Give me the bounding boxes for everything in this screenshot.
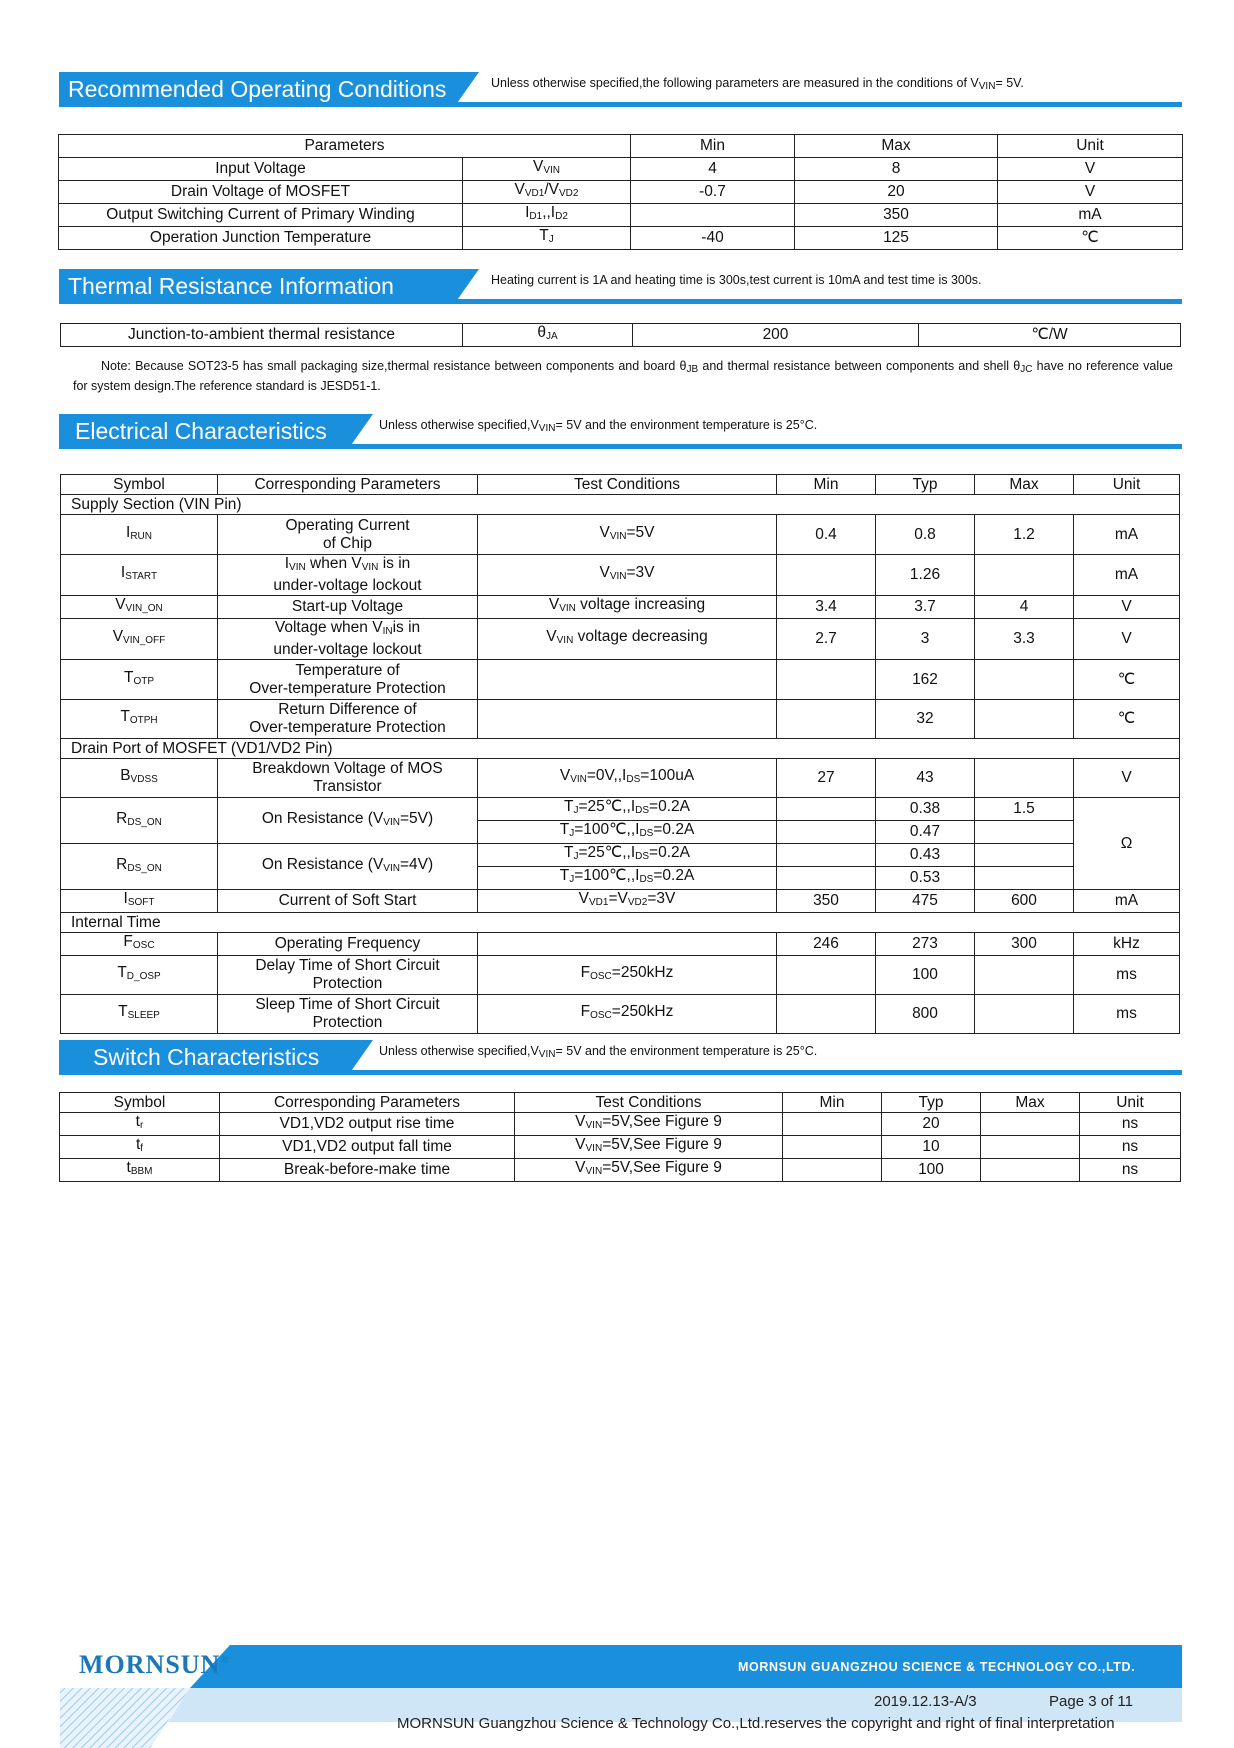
typ-cell: 273: [876, 933, 975, 956]
param-cell: Sleep Time of Short Circuit Protection: [218, 995, 478, 1034]
symbol-cell: $t_f$: [60, 1136, 220, 1159]
header-cell: Parameters: [59, 135, 631, 158]
unit-cell: V: [998, 158, 1183, 181]
switch-title: Switch Characteristics: [59, 1040, 349, 1074]
unit-cell: ℃: [1074, 700, 1180, 739]
header-cell: Corresponding Parameters: [220, 1093, 515, 1113]
min-cell: 0.4: [777, 515, 876, 555]
cond-cell: [478, 660, 777, 700]
footer-revision: 2019.12.13-A/3: [874, 1693, 977, 1710]
symbol-cell: $T_{OTPH}$: [61, 700, 218, 739]
unit-cell: ms: [1074, 956, 1180, 995]
cond-cell: $V_{VIN}=3V$: [478, 555, 777, 596]
symbol-cell: $I_{D1},,I_{D2}$: [463, 204, 631, 227]
min-cell: 3.4: [777, 596, 876, 619]
typ-cell: 0.47: [876, 821, 975, 844]
header-cell: Unit: [1080, 1093, 1181, 1113]
typ-cell: 3: [876, 619, 975, 660]
footer-company-caps: MORNSUN GUANGZHOU SCIENCE & TECHNOLOGY CO.,LTD.: [738, 1660, 1136, 1674]
param-cell: VD1,VD2 output fall time: [220, 1136, 515, 1159]
footer-copyright: MORNSUN Guangzhou Science & Technology Co.,Ltd.reserves the copyright and right of final interpretation: [397, 1715, 1115, 1732]
param-cell: Current of Soft Start: [218, 890, 478, 913]
symbol-cell: $t_{BBM}$: [60, 1159, 220, 1182]
symbol-cell: $T_{D\_OSP}$: [61, 956, 218, 995]
unit-cell: ns: [1080, 1113, 1181, 1136]
min-cell: -0.7: [631, 181, 795, 204]
unit-cell: ℃: [998, 227, 1183, 250]
table-row: [61, 933, 1180, 956]
max-cell: 1.5: [975, 798, 1074, 821]
max-cell: [975, 995, 1074, 1034]
typ-cell: 162: [876, 660, 975, 700]
section-label: Drain Port of MOSFET (VD1/VD2 Pin): [61, 739, 1180, 759]
typ-cell: 10: [882, 1136, 981, 1159]
symbol-cell: $V_{VIN}$: [463, 158, 631, 181]
max-cell: 125: [795, 227, 998, 250]
section-row: [61, 495, 1180, 515]
max-cell: 20: [795, 181, 998, 204]
switch-rule: [59, 1070, 1182, 1075]
switch-table: [59, 1092, 1181, 1182]
roc-rule: [59, 102, 1182, 107]
unit-cell: V: [1074, 619, 1180, 660]
symbol-cell: $I_{RUN}$: [61, 515, 218, 555]
max-cell: [981, 1159, 1080, 1182]
symbol-cell: $V_{VIN\_ON}$: [61, 596, 218, 619]
typ-cell: 3.7: [876, 596, 975, 619]
table-row: [59, 204, 1183, 227]
typ-cell: 475: [876, 890, 975, 913]
typ-cell: 20: [882, 1113, 981, 1136]
max-cell: [975, 660, 1074, 700]
symbol-cell: $t_r$: [60, 1113, 220, 1136]
table-row: [61, 700, 1180, 739]
param-cell: Drain Voltage of MOSFET: [59, 181, 463, 204]
table-row: [61, 844, 1180, 867]
cond-cell: $V_{VIN}=0V,,I_{DS}=100uA$: [478, 759, 777, 798]
param-cell: Output Switching Current of Primary Winding: [59, 204, 463, 227]
table-row: [61, 759, 1180, 798]
header-cell: Corresponding Parameters: [218, 475, 478, 495]
table-row: [59, 158, 1183, 181]
mornsun-logo: MORNSUN®: [79, 1650, 230, 1679]
cond-cell: $V_{VIN}$ voltage decreasing: [478, 619, 777, 660]
cond-cell: $V_{VIN}=5V,See$ Figure 9: [515, 1159, 783, 1182]
unit-cell: V: [998, 181, 1183, 204]
min-cell: [777, 798, 876, 821]
header-cell: Symbol: [61, 475, 218, 495]
unit-cell: ns: [1080, 1136, 1181, 1159]
elec-title: Electrical Characteristics: [59, 414, 349, 448]
elec-rule: [59, 444, 1182, 449]
table-row: [60, 1159, 1181, 1182]
param-cell: Operating Current of Chip: [218, 515, 478, 555]
table-row: [59, 181, 1183, 204]
header-cell: Min: [631, 135, 795, 158]
max-cell: [975, 844, 1074, 867]
symbol-cell: $I_{START}$: [61, 555, 218, 596]
param-cell: Junction-to-ambient thermal resistance: [61, 324, 463, 347]
min-cell: -40: [631, 227, 795, 250]
cond-cell: $V_{VIN}=5V,See$ Figure 9: [515, 1113, 783, 1136]
cond-cell: $V_{VIN}=5V,See$ Figure 9: [515, 1136, 783, 1159]
table-header-row: [61, 475, 1180, 495]
cond-cell: [478, 933, 777, 956]
min-cell: [777, 867, 876, 890]
typ-cell: 0.53: [876, 867, 975, 890]
elec-note: Unless otherwise $specified,V_{VIN}= 5V$ and the environment temperature is 25°C.: [379, 418, 818, 434]
elec-table: [60, 474, 1180, 1034]
symbol-cell: $F_{OSC}$: [61, 933, 218, 956]
unit-cell: Ω: [1074, 798, 1180, 890]
cond-cell: $V_{VIN}$ voltage increasing: [478, 596, 777, 619]
max-cell: [975, 555, 1074, 596]
max-cell: [975, 867, 1074, 890]
roc-table: [58, 134, 1183, 250]
unit-cell: mA: [1074, 890, 1180, 913]
table-row: [61, 660, 1180, 700]
max-cell: [981, 1113, 1080, 1136]
min-cell: [783, 1159, 882, 1182]
unit-cell: mA: [1074, 555, 1180, 596]
min-cell: 2.7: [777, 619, 876, 660]
typ-cell: 0.8: [876, 515, 975, 555]
max-cell: 8: [795, 158, 998, 181]
switch-note: Unless otherwise $specified,V_{VIN}= 5V$ and the environment temperature is 25°C.: [379, 1044, 818, 1060]
typ-cell: 800: [876, 995, 975, 1034]
symbol-cell: $R_{DS\_ON}$: [61, 844, 218, 890]
table-row: [59, 227, 1183, 250]
cond-cell: [478, 700, 777, 739]
header-cell: Min: [783, 1093, 882, 1113]
param-cell: On Resistance $(V_{VIN}=4V)$: [218, 844, 478, 890]
cond-cell: $F_{OSC}=250kHz$: [478, 956, 777, 995]
typ-cell: 100: [876, 956, 975, 995]
unit-cell: ns: [1080, 1159, 1181, 1182]
cond-cell: $V_{VIN}=5V$: [478, 515, 777, 555]
max-cell: [975, 821, 1074, 844]
min-cell: [783, 1113, 882, 1136]
thermal-rule: [59, 299, 1182, 304]
footer: [0, 1608, 1234, 1748]
min-cell: [777, 660, 876, 700]
symbol-cell: $I_{SOFT}$: [61, 890, 218, 913]
table-row: [61, 555, 1180, 596]
symbol-cell: $\theta_{JA}$: [463, 324, 633, 347]
cond-cell: $T_J=100℃,,I_{DS}=0.2A$: [478, 867, 777, 890]
header-cell: Max: [795, 135, 998, 158]
min-cell: [777, 555, 876, 596]
thermal-table: [60, 323, 1181, 347]
table-row: [61, 890, 1180, 913]
table-row: [61, 956, 1180, 995]
section-row: [61, 913, 1180, 933]
typ-cell: 0.38: [876, 798, 975, 821]
thermal-footnote: Note: Because SOT23-5 has small packaging size,thermal resistance between components and board $\theta_{JB}$ and thermal resistance between components and shell $\theta_{JC}$ have no reference value for system design.The reference standard is JESD51-1.: [73, 359, 1173, 393]
min-cell: 246: [777, 933, 876, 956]
symbol-cell: $V_{VIN\_OFF}$: [61, 619, 218, 660]
param-cell: VD1,VD2 output rise time: [220, 1113, 515, 1136]
table-row: [61, 515, 1180, 555]
symbol-cell: $R_{DS\_ON}$: [61, 798, 218, 844]
min-cell: 27: [777, 759, 876, 798]
param-cell: $I_{VIN}$ when $V_{VIN}$ is in under-voltage lockout: [218, 555, 478, 596]
table-header-row: [60, 1093, 1181, 1113]
symbol-cell: $T_{OTP}$: [61, 660, 218, 700]
section-label: Internal Time: [61, 913, 1180, 933]
table-row: [61, 324, 1181, 347]
param-cell: Input Voltage: [59, 158, 463, 181]
elec-section-header: [59, 414, 1182, 448]
unit-cell: ℃: [1074, 660, 1180, 700]
table-header-row: [59, 135, 1183, 158]
max-cell: 350: [795, 204, 998, 227]
roc-note: Unless otherwise specified,the following parameters are measured in the conditions of $V_{VIN}= 5V$.: [491, 76, 1024, 92]
header-cell: Symbol: [60, 1093, 220, 1113]
symbol-cell: $V_{VD1}/V_{VD2}$: [463, 181, 631, 204]
max-cell: [975, 759, 1074, 798]
max-cell: 300: [975, 933, 1074, 956]
cond-cell: $F_{OSC}=250kHz$: [478, 995, 777, 1034]
header-cell: Unit: [998, 135, 1183, 158]
param-cell: Voltage when $V_{IN}is$ in under-voltage lockout: [218, 619, 478, 660]
section-row: [61, 739, 1180, 759]
unit-cell: V: [1074, 596, 1180, 619]
max-cell: [975, 700, 1074, 739]
min-cell: [777, 700, 876, 739]
unit-cell: mA: [1074, 515, 1180, 555]
header-cell: Test Conditions: [478, 475, 777, 495]
table-row: [60, 1113, 1181, 1136]
table-row: [61, 798, 1180, 821]
param-cell: Start-up Voltage: [218, 596, 478, 619]
table-row: [61, 995, 1180, 1034]
roc-title: Recommended Operating Conditions: [59, 72, 455, 106]
param-cell: Delay Time of Short Circuit Protection: [218, 956, 478, 995]
max-cell: 3.3: [975, 619, 1074, 660]
thermal-note: Heating current is 1A and heating time is 300s,test current is 10mA and test time is 300s.: [491, 273, 982, 287]
value-cell: 200: [633, 324, 919, 347]
cond-cell: $T_J=25℃,,I_{DS}=0.2A$: [478, 844, 777, 867]
unit-cell: ms: [1074, 995, 1180, 1034]
table-row: [60, 1136, 1181, 1159]
unit-cell: ℃/W: [919, 324, 1181, 347]
min-cell: 350: [777, 890, 876, 913]
param-cell: Breakdown Voltage of MOS Transistor: [218, 759, 478, 798]
param-cell: Break-before-make time: [220, 1159, 515, 1182]
typ-cell: 43: [876, 759, 975, 798]
param-cell: Temperature of Over-temperature Protection: [218, 660, 478, 700]
unit-cell: kHz: [1074, 933, 1180, 956]
max-cell: [981, 1136, 1080, 1159]
cond-cell: $T_J=100℃,,I_{DS}=0.2A$: [478, 821, 777, 844]
param-cell: Return Difference of Over-temperature Protection: [218, 700, 478, 739]
min-cell: [783, 1136, 882, 1159]
param-cell: On Resistance $(V_{VIN}=5V)$: [218, 798, 478, 844]
section-label: Supply Section (VIN Pin): [61, 495, 1180, 515]
header-cell: Unit: [1074, 475, 1180, 495]
typ-cell: 1.26: [876, 555, 975, 596]
footer-page-number: Page 3 of 11: [1049, 1693, 1133, 1710]
thermal-section-header: [59, 269, 1182, 303]
thermal-title: Thermal Resistance Information: [59, 269, 455, 303]
header-cell: Max: [981, 1093, 1080, 1113]
min-cell: [777, 821, 876, 844]
min-cell: [777, 956, 876, 995]
header-cell: Test Conditions: [515, 1093, 783, 1113]
param-cell: Operating Frequency: [218, 933, 478, 956]
min-cell: [777, 844, 876, 867]
max-cell: [975, 956, 1074, 995]
roc-section-header: [59, 72, 1182, 106]
cond-cell: $V_{VD1}=V_{VD2}=3V$: [478, 890, 777, 913]
unit-cell: mA: [998, 204, 1183, 227]
param-cell: Operation Junction Temperature: [59, 227, 463, 250]
cond-cell: $T_J=25℃,,I_{DS}=0.2A$: [478, 798, 777, 821]
max-cell: 4: [975, 596, 1074, 619]
header-cell: Typ: [882, 1093, 981, 1113]
max-cell: 1.2: [975, 515, 1074, 555]
switch-section-header: [59, 1040, 1182, 1074]
table-row: [61, 596, 1180, 619]
min-cell: 4: [631, 158, 795, 181]
table-row: [61, 619, 1180, 660]
typ-cell: 0.43: [876, 844, 975, 867]
symbol-cell: $B_{VDSS}$: [61, 759, 218, 798]
max-cell: 600: [975, 890, 1074, 913]
min-cell: [777, 995, 876, 1034]
header-cell: Typ: [876, 475, 975, 495]
footer-hatch: [60, 1688, 190, 1748]
header-cell: Min: [777, 475, 876, 495]
unit-cell: V: [1074, 759, 1180, 798]
symbol-cell: $T_{SLEEP}$: [61, 995, 218, 1034]
min-cell: [631, 204, 795, 227]
typ-cell: 32: [876, 700, 975, 739]
header-cell: Max: [975, 475, 1074, 495]
symbol-cell: $T_J$: [463, 227, 631, 250]
typ-cell: 100: [882, 1159, 981, 1182]
